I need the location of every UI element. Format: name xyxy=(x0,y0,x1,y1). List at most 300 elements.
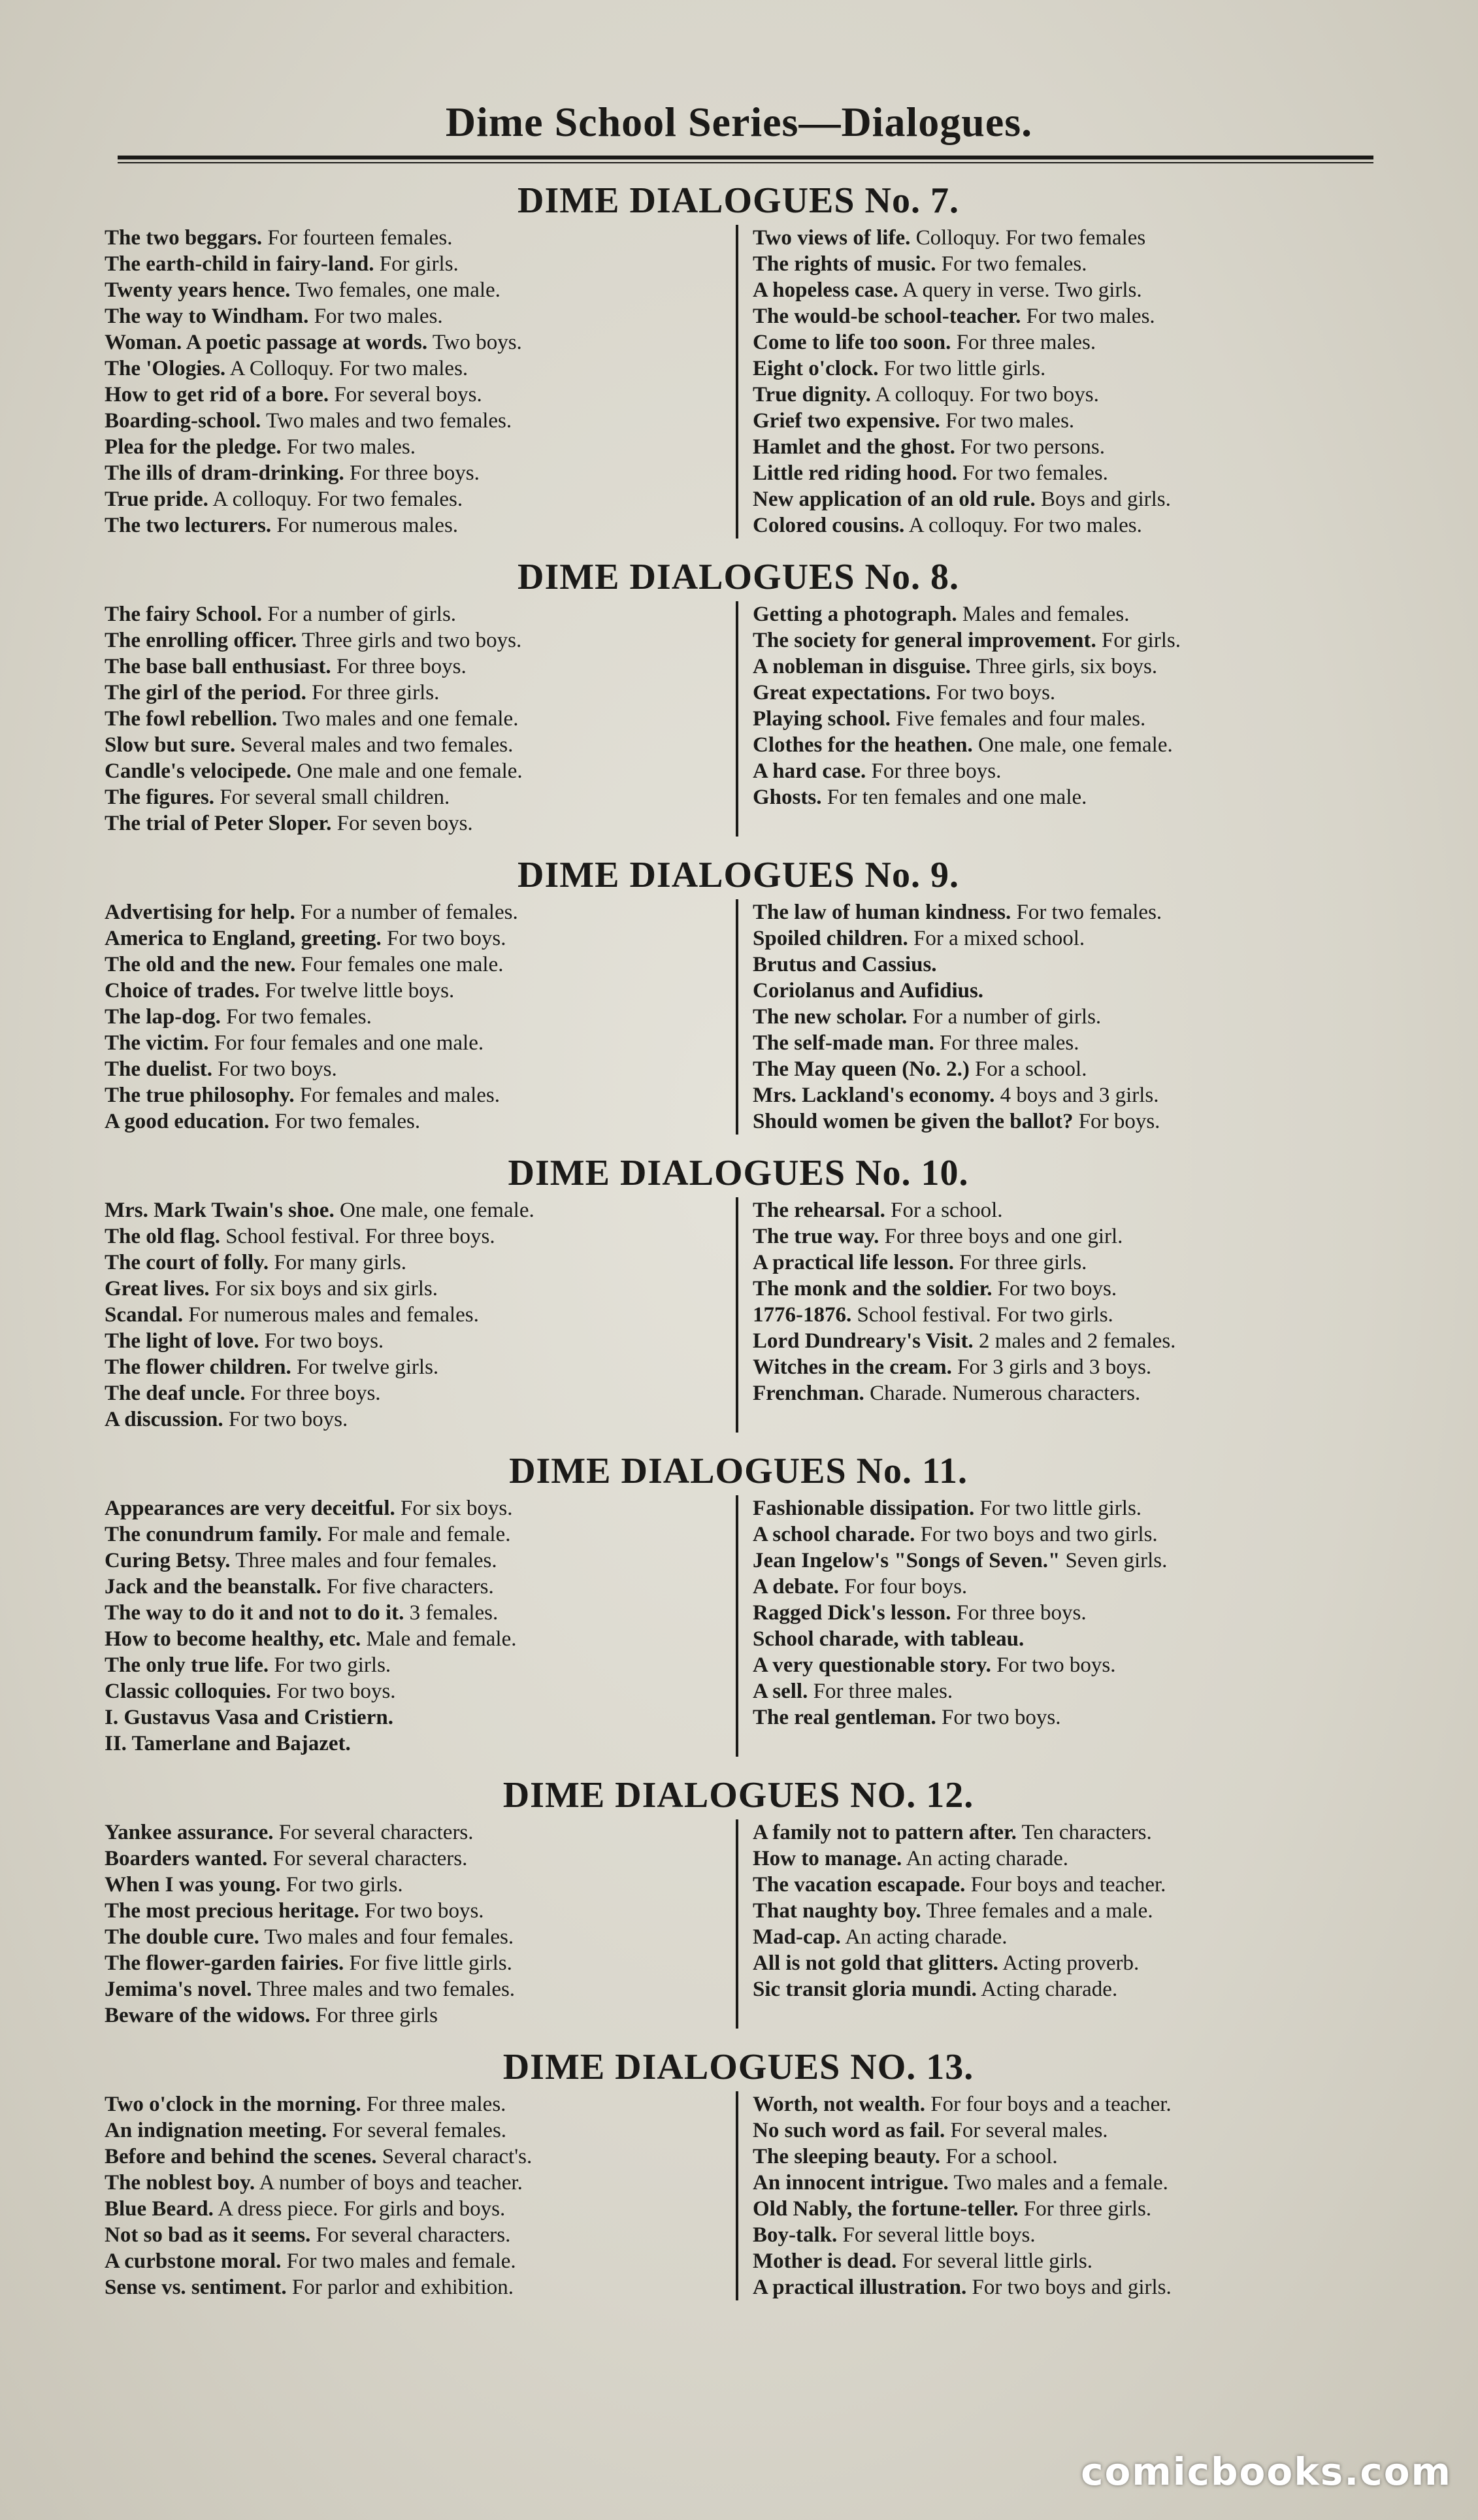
dialogue-title: Boy-talk. xyxy=(753,2223,838,2247)
dialogue-cast: Boys and girls. xyxy=(1040,488,1171,511)
dialogue-cast: Charade. Numerous characters. xyxy=(870,1382,1141,1405)
dialogue-entry xyxy=(753,1548,1372,1574)
dialogue-cast: For two boys. xyxy=(996,1653,1116,1677)
dialogue-entry xyxy=(105,1056,727,1082)
dialogue-title: The noblest boy. xyxy=(105,2171,255,2195)
dialogue-cast: A number of boys and teacher. xyxy=(259,2171,523,2195)
dialogue-entry xyxy=(753,1082,1372,1108)
dialogue-title: Playing school. xyxy=(753,707,891,731)
dialogue-entry xyxy=(105,1223,727,1250)
dialogue-entry xyxy=(753,329,1372,356)
dialogue-title: Great expectations. xyxy=(753,681,931,705)
dialogue-entry xyxy=(753,758,1372,784)
section-title: DIME DIALOGUES No. 10. xyxy=(508,1153,969,1193)
dialogue-cast: For seven boys. xyxy=(337,812,473,835)
dialogue-entry xyxy=(753,1521,1372,1548)
dialogue-title: A very questionable story. xyxy=(753,1653,991,1677)
dialogue-title: Yankee assurance. xyxy=(105,1821,274,1844)
dialogue-title: Hamlet and the ghost. xyxy=(753,435,955,459)
dialogue-cast: For two boys. xyxy=(228,1408,348,1431)
dialogue-entry xyxy=(105,2274,727,2300)
dialogue-entry xyxy=(105,251,727,277)
dialogue-entry xyxy=(753,978,1372,1004)
section-columns xyxy=(105,601,1372,837)
dialogue-cast: For numerous males and females. xyxy=(188,1303,479,1327)
dialogue-title: A practical life lesson. xyxy=(753,1251,954,1274)
dialogue-title: Getting a photograph. xyxy=(753,603,957,626)
right-column xyxy=(738,2091,1372,2300)
dialogue-entry xyxy=(753,2170,1372,2196)
dialogue-cast: For two boys and two girls. xyxy=(920,1523,1158,1546)
dialogue-title: Eight o'clock. xyxy=(753,357,879,380)
dialogue-cast: For twelve little boys. xyxy=(265,979,455,1003)
dialogue-title: The deaf uncle. xyxy=(105,1382,246,1405)
dialogue-cast: For five characters. xyxy=(327,1575,494,1599)
dialogue-section xyxy=(105,553,1372,837)
dialogue-cast: For two males. xyxy=(314,305,443,328)
dialogue-entry xyxy=(753,1056,1372,1082)
dialogue-title: A curbstone moral. xyxy=(105,2249,282,2273)
dialogue-entry xyxy=(753,1223,1372,1250)
dialogue-cast: For four boys and a teacher. xyxy=(930,2093,1172,2116)
left-column xyxy=(105,1197,738,1433)
dialogue-cast: For five little girls. xyxy=(349,1951,512,1975)
dialogue-title: The true philosophy. xyxy=(105,1084,295,1107)
dialogue-cast: For two boys. xyxy=(387,927,506,950)
dialogue-cast: For a number of females. xyxy=(301,901,518,924)
dialogue-cast: Acting charade. xyxy=(981,1978,1118,2001)
dialogue-title: Spoiled children. xyxy=(753,927,908,950)
dialogue-entry xyxy=(105,2222,727,2248)
dialogue-title: Two views of life. xyxy=(753,226,911,250)
dialogue-title: The rights of music. xyxy=(753,252,936,276)
dialogue-cast: For three boys. xyxy=(956,1601,1087,1625)
dialogue-cast: For two boys and girls. xyxy=(972,2276,1172,2299)
dialogue-entry xyxy=(105,1030,727,1056)
dialogue-title: A good education. xyxy=(105,1110,270,1133)
dialogue-title: Appearances are very deceitful. xyxy=(105,1497,395,1520)
dialogue-title: How to manage. xyxy=(753,1847,902,1870)
dialogue-title: The real gentleman. xyxy=(753,1706,936,1729)
dialogue-cast: For two females. xyxy=(941,252,1087,276)
dialogue-entry xyxy=(105,1004,727,1030)
dialogue-title: Boarders wanted. xyxy=(105,1847,268,1870)
dialogue-entry xyxy=(753,1626,1372,1652)
dialogue-cast: For two boys. xyxy=(218,1057,337,1081)
left-column xyxy=(105,601,738,837)
dialogue-cast: For several characters. xyxy=(316,2223,511,2247)
dialogue-cast: For several boys. xyxy=(334,383,482,406)
dialogue-entry xyxy=(753,1197,1372,1223)
dialogue-entry xyxy=(105,654,727,680)
dialogue-entry xyxy=(753,277,1372,303)
dialogue-title: Old Nably, the fortune-teller. xyxy=(753,2197,1019,2221)
dialogue-cast: Colloquy. For two females xyxy=(915,226,1146,250)
watermark: comicbooks.com xyxy=(1081,2449,1452,2494)
dialogue-entry xyxy=(753,1678,1372,1704)
dialogue-entry xyxy=(753,1250,1372,1276)
dialogue-cast: For 3 girls and 3 boys. xyxy=(957,1355,1152,1379)
dialogue-entry xyxy=(105,627,727,654)
dialogue-cast: For six boys and six girls. xyxy=(214,1277,438,1301)
dialogue-entry xyxy=(753,784,1372,810)
dialogue-title: Scandal. xyxy=(105,1303,184,1327)
dialogue-cast: For girls. xyxy=(1102,629,1181,652)
dialogue-cast: For two girls. xyxy=(286,1873,403,1897)
dialogue-cast: For three boys. xyxy=(349,461,480,485)
dialogue-title: Two o'clock in the morning. xyxy=(105,2093,361,2116)
dialogue-cast: For three boys. xyxy=(250,1382,381,1405)
section-title: DIME DIALOGUES NO. 12. xyxy=(502,1775,974,1815)
dialogue-entry xyxy=(753,2091,1372,2117)
right-column xyxy=(738,1197,1372,1433)
dialogue-entry xyxy=(753,1108,1372,1135)
section-columns xyxy=(105,1819,1372,2029)
dialogue-cast: For two females. xyxy=(274,1110,421,1133)
dialogue-title: I. Gustavus Vasa and Cristiern. xyxy=(105,1706,393,1729)
dialogue-cast: Acting proverb. xyxy=(1002,1951,1140,1975)
dialogue-entry xyxy=(753,1302,1372,1328)
dialogue-title: Brutus and Cassius. xyxy=(753,953,937,976)
dialogue-cast: For two little girls. xyxy=(979,1497,1142,1520)
dialogue-entry xyxy=(105,784,727,810)
right-column xyxy=(738,899,1372,1135)
dialogue-title: Sic transit gloria mundi. xyxy=(753,1978,977,2001)
dialogue-title: Frenchman. xyxy=(753,1382,864,1405)
dialogue-title: The 'Ologies. xyxy=(105,357,226,380)
dialogue-title: The girl of the period. xyxy=(105,681,306,705)
dialogue-cast: School festival. For two girls. xyxy=(857,1303,1113,1327)
dialogue-cast: Two males and one female. xyxy=(282,707,519,731)
dialogue-cast: For a number of girls. xyxy=(267,603,457,626)
dialogue-title: Grief two expensive. xyxy=(753,409,940,433)
dialogue-title: The conundrum family. xyxy=(105,1523,322,1546)
dialogue-title: School charade, with tableau. xyxy=(753,1627,1025,1651)
dialogue-title: Choice of trades. xyxy=(105,979,260,1003)
dialogue-entry xyxy=(753,356,1372,382)
dialogue-title: The old and the new. xyxy=(105,953,296,976)
dialogue-title: Great lives. xyxy=(105,1277,210,1301)
dialogue-entry xyxy=(105,2196,727,2222)
dialogue-entry xyxy=(753,1924,1372,1950)
dialogue-title: The self-made man. xyxy=(753,1031,934,1055)
dialogue-cast: For three girls. xyxy=(1023,2197,1152,2221)
dialogue-cast: For several little girls. xyxy=(902,2249,1093,2273)
section-title: DIME DIALOGUES No. 8. xyxy=(517,557,959,597)
dialogue-title: Ghosts. xyxy=(753,786,822,809)
dialogue-entry xyxy=(753,1574,1372,1600)
dialogue-title: A family not to pattern after. xyxy=(753,1821,1017,1844)
dialogue-cast: For a school. xyxy=(945,2145,1058,2168)
dialogue-cast: For many girls. xyxy=(274,1251,406,1274)
dialogue-entry xyxy=(105,1846,727,1872)
dialogue-entry xyxy=(105,1652,727,1678)
dialogue-entry xyxy=(753,680,1372,706)
dialogue-title: Blue Beard. xyxy=(105,2197,214,2221)
dialogue-title: Before and behind the scenes. xyxy=(105,2145,377,2168)
dialogue-entry xyxy=(105,1704,727,1731)
dialogue-cast: For three girls. xyxy=(959,1251,1087,1274)
dialogue-title: A hard case. xyxy=(753,759,866,783)
dialogue-title: Boarding-school. xyxy=(105,409,261,433)
dialogue-title: The rehearsal. xyxy=(753,1199,885,1222)
dialogue-listing xyxy=(105,176,1372,2315)
section-title: DIME DIALOGUES No. 7. xyxy=(517,180,959,221)
section-columns xyxy=(105,1495,1372,1757)
dialogue-title: The sleeping beauty. xyxy=(753,2145,940,2168)
dialogue-title: A sell. xyxy=(753,1680,808,1703)
dialogue-title: That naughty boy. xyxy=(753,1899,921,1923)
dialogue-entry xyxy=(753,706,1372,732)
dialogue-title: The way to do it and not to do it. xyxy=(105,1601,404,1625)
dialogue-entry xyxy=(105,486,727,512)
dialogue-title: Witches in the cream. xyxy=(753,1355,952,1379)
dialogue-title: 1776-1876. xyxy=(753,1303,852,1327)
dialogue-title: Clothes for the heathen. xyxy=(753,733,973,757)
dialogue-title: The trial of Peter Sloper. xyxy=(105,812,332,835)
dialogue-entry xyxy=(753,1976,1372,2002)
dialogue-cast: For two males. xyxy=(1026,305,1155,328)
dialogue-cast: Three girls, six boys. xyxy=(976,655,1158,678)
dialogue-entry xyxy=(105,1898,727,1924)
dialogue-entry xyxy=(753,925,1372,952)
dialogue-title: How to become healthy, etc. xyxy=(105,1627,361,1651)
dialogue-entry xyxy=(753,460,1372,486)
running-head: Dime School Series—Dialogues. xyxy=(445,99,1033,145)
dialogue-entry xyxy=(105,303,727,329)
dialogue-cast: Seven girls. xyxy=(1065,1549,1168,1572)
dialogue-cast: For a school. xyxy=(891,1199,1003,1222)
section-columns xyxy=(105,1197,1372,1433)
dialogue-title: The way to Windham. xyxy=(105,305,309,328)
dialogue-entry xyxy=(753,1898,1372,1924)
dialogue-entry xyxy=(105,1731,727,1757)
dialogue-cast: For two boys. xyxy=(942,1706,1061,1729)
dialogue-title: Sense vs. sentiment. xyxy=(105,2276,287,2299)
dialogue-cast: For three boys. xyxy=(871,759,1002,783)
dialogue-cast: For parlor and exhibition. xyxy=(291,2276,514,2299)
dialogue-entry xyxy=(753,1819,1372,1846)
dialogue-title: The enrolling officer. xyxy=(105,629,297,652)
dialogue-title: The monk and the soldier. xyxy=(753,1277,993,1301)
dialogue-cast: Three males and four females. xyxy=(235,1549,497,1572)
dialogue-cast: For three girls. xyxy=(312,681,440,705)
dialogue-entry xyxy=(753,1600,1372,1626)
dialogue-entry xyxy=(105,1354,727,1380)
dialogue-entry xyxy=(105,1302,727,1328)
dialogue-title: Colored cousins. xyxy=(753,514,905,537)
dialogue-entry xyxy=(753,1276,1372,1302)
dialogue-title: Woman. A poetic passage at words. xyxy=(105,331,428,354)
dialogue-entry xyxy=(753,952,1372,978)
right-column xyxy=(738,1495,1372,1757)
dialogue-entry xyxy=(105,1406,727,1433)
dialogue-cast: Two males and two females. xyxy=(265,409,512,433)
dialogue-title: The double cure. xyxy=(105,1925,259,1949)
dialogue-entry xyxy=(753,2117,1372,2144)
dialogue-title: The May queen (No. 2.) xyxy=(753,1057,970,1081)
dialogue-entry xyxy=(753,1950,1372,1976)
dialogue-cast: For three boys. xyxy=(336,655,467,678)
dialogue-entry xyxy=(105,680,727,706)
dialogue-entry xyxy=(105,512,727,539)
dialogue-cast: Four females one male. xyxy=(301,953,504,976)
dialogue-entry xyxy=(753,382,1372,408)
left-column xyxy=(105,899,738,1135)
dialogue-entry xyxy=(105,434,727,460)
dialogue-cast: For girls. xyxy=(379,252,459,276)
dialogue-cast: A dress piece. For girls and boys. xyxy=(218,2197,506,2221)
dialogue-section xyxy=(105,1149,1372,1433)
dialogue-title: Twenty years hence. xyxy=(105,278,291,302)
dialogue-cast: For ten females and one male. xyxy=(827,786,1087,809)
dialogue-entry xyxy=(105,1924,727,1950)
dialogue-title: Jack and the beanstalk. xyxy=(105,1575,321,1599)
dialogue-entry xyxy=(105,2091,727,2117)
dialogue-entry xyxy=(105,1108,727,1135)
dialogue-title: Mrs. Mark Twain's shoe. xyxy=(105,1199,335,1222)
dialogue-cast: Males and females. xyxy=(962,603,1130,626)
dialogue-cast: Male and female. xyxy=(366,1627,517,1651)
dialogue-entry xyxy=(105,1197,727,1223)
dialogue-title: II. Tamerlane and Bajazet. xyxy=(105,1732,351,1755)
dialogue-title: A hopeless case. xyxy=(753,278,898,302)
dialogue-cast: For several females. xyxy=(332,2119,507,2142)
dialogue-entry xyxy=(753,1846,1372,1872)
dialogue-title: The new scholar. xyxy=(753,1005,908,1029)
dialogue-entry xyxy=(753,654,1372,680)
dialogue-cast: Four boys and teacher. xyxy=(970,1873,1166,1897)
dialogue-cast: For two little girls. xyxy=(883,357,1046,380)
dialogue-entry xyxy=(753,434,1372,460)
dialogue-cast: For four boys. xyxy=(844,1575,968,1599)
dialogue-entry xyxy=(105,601,727,627)
dialogue-title: The figures. xyxy=(105,786,215,809)
dialogue-entry xyxy=(105,810,727,837)
dialogue-entry xyxy=(105,1600,727,1626)
dialogue-entry xyxy=(105,329,727,356)
dialogue-cast: For two boys. xyxy=(276,1680,396,1703)
dialogue-cast: For four females and one male. xyxy=(214,1031,484,1055)
dialogue-entry xyxy=(105,952,727,978)
dialogue-entry xyxy=(753,1328,1372,1354)
dialogue-cast: For numerous males. xyxy=(276,514,459,537)
dialogue-cast: Three girls and two boys. xyxy=(301,629,522,652)
dialogue-title: Lord Dundreary's Visit. xyxy=(753,1329,974,1353)
dialogue-entry xyxy=(105,2248,727,2274)
dialogue-entry xyxy=(105,758,727,784)
dialogue-entry xyxy=(753,251,1372,277)
dialogue-entry xyxy=(105,382,727,408)
dialogue-entry xyxy=(753,1652,1372,1678)
dialogue-cast: For three males. xyxy=(939,1031,1079,1055)
dialogue-cast: A Colloquy. For two males. xyxy=(229,357,468,380)
dialogue-title: True pride. xyxy=(105,488,208,511)
dialogue-title: Should women be given the ballot? xyxy=(753,1110,1074,1133)
dialogue-cast: For females and males. xyxy=(299,1084,500,1107)
dialogue-title: The base ball enthusiast. xyxy=(105,655,331,678)
section-columns xyxy=(105,2091,1372,2300)
dialogue-cast: For two boys. xyxy=(936,681,1056,705)
dialogue-title: An innocent intrigue. xyxy=(753,2171,949,2195)
dialogue-cast: For boys. xyxy=(1078,1110,1160,1133)
dialogue-cast: For several males. xyxy=(950,2119,1108,2142)
dialogue-entry xyxy=(105,1976,727,2002)
dialogue-title: Candle's velocipede. xyxy=(105,759,291,783)
right-column xyxy=(738,601,1372,837)
dialogue-title: The old flag. xyxy=(105,1225,220,1248)
dialogue-cast: For two boys. xyxy=(365,1899,484,1923)
dialogue-entry xyxy=(105,277,727,303)
dialogue-title: Not so bad as it seems. xyxy=(105,2223,311,2247)
dialogue-title: The light of love. xyxy=(105,1329,259,1353)
dialogue-section xyxy=(105,2043,1372,2300)
dialogue-title: The earth-child in fairy-land. xyxy=(105,252,374,276)
dialogue-entry xyxy=(753,1380,1372,1406)
dialogue-cast: For six boys. xyxy=(401,1497,513,1520)
dialogue-cast: A colloquy. For two females. xyxy=(212,488,463,511)
head-rule xyxy=(118,156,1373,159)
dialogue-entry xyxy=(105,978,727,1004)
section-title: DIME DIALOGUES NO. 13. xyxy=(502,2047,974,2087)
dialogue-title: The court of folly. xyxy=(105,1251,269,1274)
section-columns xyxy=(105,225,1372,539)
dialogue-title: The ills of dram-drinking. xyxy=(105,461,344,485)
dialogue-title: Plea for the pledge. xyxy=(105,435,282,459)
dialogue-title: The two beggars. xyxy=(105,226,263,250)
dialogue-entry xyxy=(753,899,1372,925)
dialogue-entry xyxy=(105,1819,727,1846)
dialogue-cast: Two females, one male. xyxy=(295,278,501,302)
dialogue-title: A nobleman in disguise. xyxy=(753,655,971,678)
dialogue-cast: A colloquy. For two boys. xyxy=(875,383,1099,406)
dialogue-entry xyxy=(105,899,727,925)
dialogue-entry xyxy=(105,1082,727,1108)
dialogue-entry xyxy=(105,1678,727,1704)
dialogue-cast: 3 females. xyxy=(409,1601,499,1625)
dialogue-title: The fowl rebellion. xyxy=(105,707,278,731)
dialogue-title: The true way. xyxy=(753,1225,879,1248)
dialogue-cast: For several characters. xyxy=(272,1847,468,1870)
dialogue-cast: For several characters. xyxy=(278,1821,474,1844)
dialogue-entry xyxy=(105,2002,727,2029)
dialogue-cast: Several charact's. xyxy=(382,2145,533,2168)
dialogue-entry xyxy=(105,1380,727,1406)
dialogue-cast: For two females. xyxy=(1016,901,1162,924)
dialogue-title: The most precious heritage. xyxy=(105,1899,359,1923)
dialogue-entry xyxy=(753,1704,1372,1731)
dialogue-cast: Two males and four females. xyxy=(264,1925,514,1949)
dialogue-cast: Two males and a female. xyxy=(953,2171,1168,2195)
dialogue-entry xyxy=(753,1030,1372,1056)
dialogue-cast: For three girls xyxy=(315,2004,438,2027)
dialogue-title: A school charade. xyxy=(753,1523,915,1546)
dialogue-cast: An acting charade. xyxy=(906,1847,1068,1870)
dialogue-cast: One male, one female. xyxy=(339,1199,534,1222)
dialogue-cast: For a school. xyxy=(975,1057,1087,1081)
dialogue-cast: Ten characters. xyxy=(1021,1821,1152,1844)
dialogue-cast: Three males and two females. xyxy=(257,1978,516,2001)
dialogue-cast: For several little boys. xyxy=(842,2223,1036,2247)
dialogue-entry xyxy=(753,732,1372,758)
dialogue-entry xyxy=(105,706,727,732)
dialogue-title: Mother is dead. xyxy=(753,2249,897,2273)
left-column xyxy=(105,2091,738,2300)
dialogue-cast: For a number of girls. xyxy=(912,1005,1102,1029)
right-column xyxy=(738,225,1372,539)
dialogue-title: Mad-cap. xyxy=(753,1925,841,1949)
section-columns xyxy=(105,899,1372,1135)
